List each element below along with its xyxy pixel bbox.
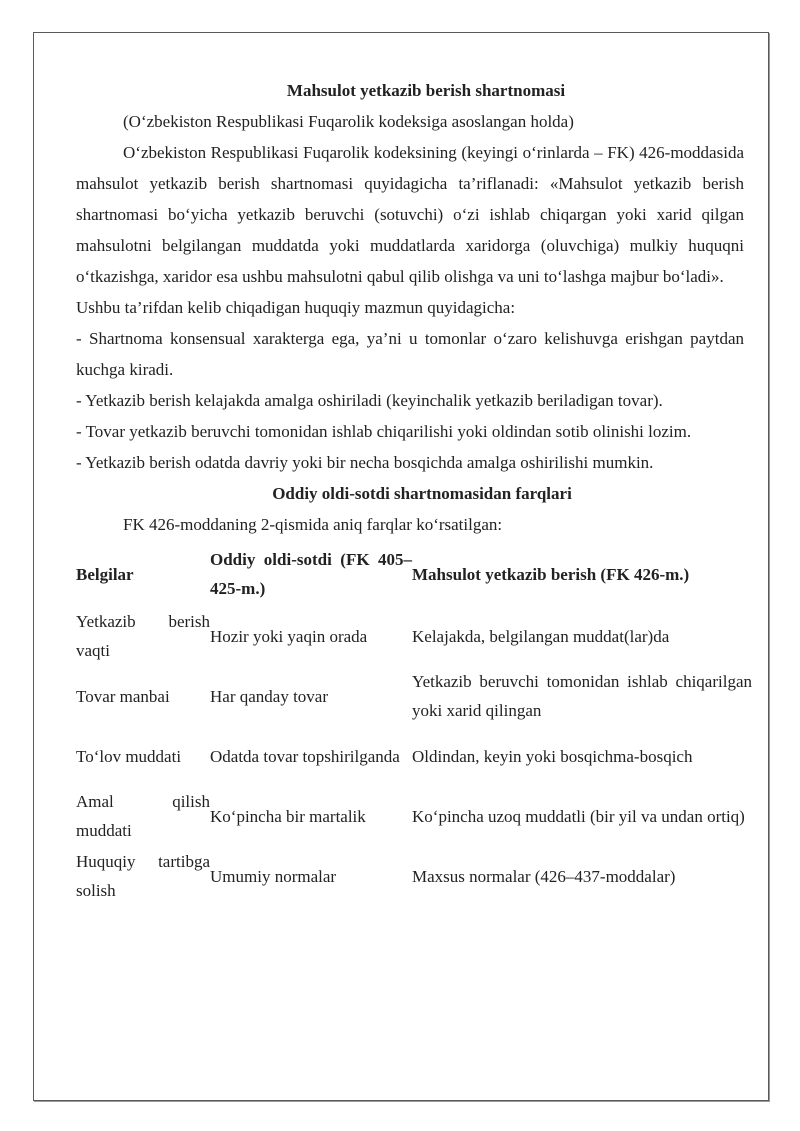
table-cell: Hozir yoki yaqin orada	[210, 626, 368, 646]
document-body	[76, 75, 752, 906]
table-row	[76, 666, 752, 726]
table-cell: Ko‘pincha bir martalik	[210, 806, 366, 826]
point-1: - Shartnoma konsensual xarakterga ega, ya’ni u tomonlar o‘zaro kelishuvga erishgan paytdan kuchga kiradi.	[76, 329, 744, 379]
table-header-cell: Oddiy oldi-sotdi (FK 405–425-m.)	[210, 550, 412, 598]
table-cell: Har qanday tovar	[210, 686, 329, 706]
document-subtitle: (O‘zbekiston Respublikasi Fuqarolik kodeksiga asoslangan holda)	[123, 112, 574, 131]
point-3: - Tovar yetkazib beruvchi tomonidan ishlab chiqarilishi yoki oldindan sotib olinishi lozim.	[76, 422, 692, 441]
table-header-row	[76, 542, 752, 606]
table-cell: Ko‘pincha uzoq muddatli (bir yil va undan ortiq)	[412, 806, 745, 826]
table-row	[76, 786, 752, 846]
section-lead: FK 426-moddaning 2-qismida aniq farqlar ko‘rsatilgan:	[123, 515, 503, 534]
table-row	[76, 846, 752, 906]
table-cell: Yetkazib beruvchi tomonidan ishlab chiqarilgan yoki xarid qilingan	[412, 672, 752, 720]
table-cell: Odatda tovar topshirilganda	[210, 746, 400, 766]
section-heading: Oddiy oldi-sotdi shartnomasidan farqlari	[272, 484, 572, 503]
lead-paragraph: Ushbu ta’rifdan kelib chiqadigan huquqiy mazmun quyidagicha:	[76, 298, 516, 317]
table-cell: Amal qilish muddati	[76, 792, 210, 840]
comparison-table	[76, 542, 752, 906]
table-row	[76, 606, 752, 666]
document-title: Mahsulot yetkazib berish shartnomasi	[286, 81, 566, 100]
table-cell: Huquqiy tartibga solish	[76, 852, 210, 900]
table-cell: Umumiy normalar	[210, 866, 337, 886]
table-cell: To‘lov muddati	[76, 746, 182, 766]
table-header-cell: Belgilar	[76, 564, 134, 584]
point-2: - Yetkazib berish kelajakda amalga oshiriladi (keyinchalik yetkazib beriladigan tovar).	[76, 391, 663, 410]
table-cell: Kelajakda, belgilangan muddat(lar)da	[412, 626, 670, 646]
point-4: - Yetkazib berish odatda davriy yoki bir necha bosqichda amalga oshirilishi mumkin.	[76, 453, 654, 472]
intro-paragraph: O‘zbekiston Respublikasi Fuqarolik kodeksining (keyingi o‘rinlarda – FK) 426-moddasida mahsulot yetkazib berish shartnomasi quyidagicha ta’riflanadi: «Mahsulot yetkazib berish shartnomasi bo‘yicha yetkazib beruvchi (sotuvchi) o‘zi ishlab chiqargan yoki xarid qilgan mahsulotni belgilangan muddatda yoki muddatlarda xaridorga (oluvchiga) mulkiy huquqni o‘tkazishga, xaridor esa ushbu mahsulotni qabul qilib olishga va uni to‘lashga majbur bo‘ladi».	[76, 143, 744, 286]
table-header-cell: Mahsulot yetkazib berish (FK 426-m.)	[412, 564, 690, 584]
table-cell: Tovar manbai	[76, 686, 170, 706]
table-cell: Maxsus normalar (426–437-moddalar)	[412, 866, 676, 886]
table-cell: Yetkazib berish vaqti	[76, 612, 210, 660]
table-row	[76, 726, 752, 786]
table-cell: Oldindan, keyin yoki bosqichma-bosqich	[412, 746, 693, 766]
